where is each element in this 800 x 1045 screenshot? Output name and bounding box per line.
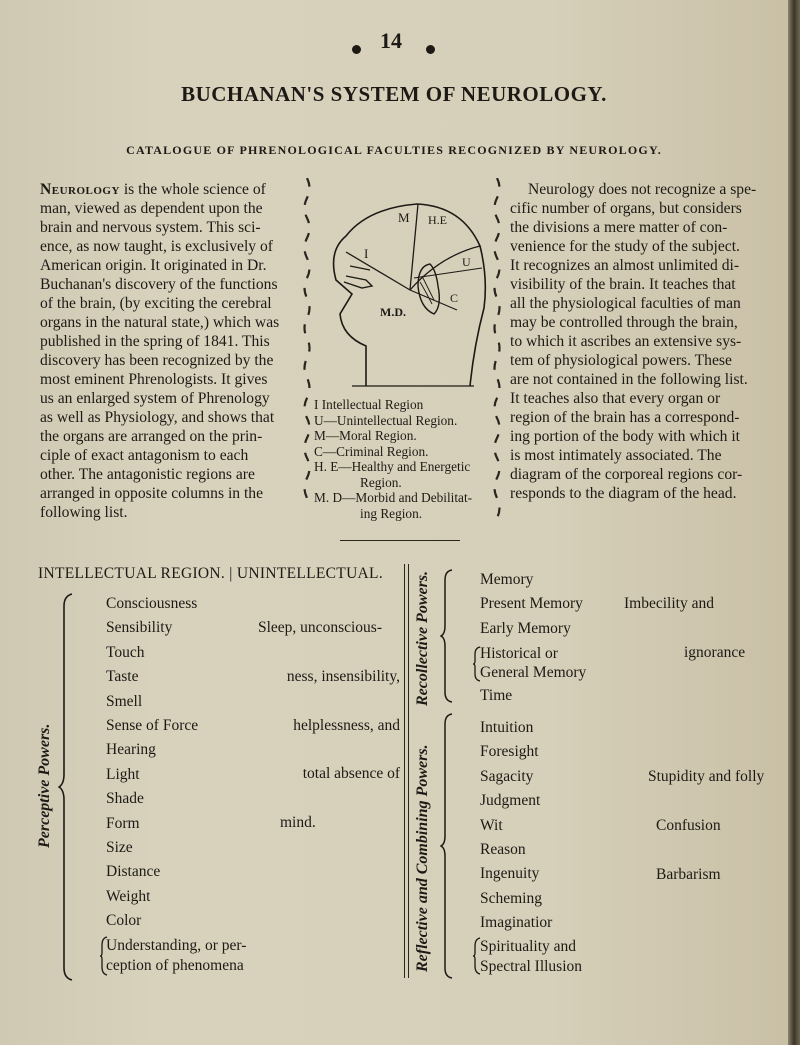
list-item-pair bbox=[106, 936, 246, 976]
section-rule bbox=[340, 540, 460, 541]
list-item: Taste bbox=[106, 668, 139, 686]
list-item: Wit bbox=[480, 816, 503, 834]
recollective-brace bbox=[440, 568, 454, 704]
recollective-powers-label: Recollective Powers. bbox=[414, 570, 431, 706]
left-line: brain and nervous system. This sci- bbox=[40, 219, 261, 236]
legend-item: U—Unintellectual Region. bbox=[314, 412, 458, 428]
ornament-dot-right bbox=[426, 45, 435, 54]
left-line: following list. bbox=[40, 504, 128, 521]
list-item: Shade bbox=[106, 790, 144, 808]
reflective-powers-label: Reflective and Combining Powers. bbox=[414, 744, 431, 972]
list-item: Size bbox=[106, 839, 133, 857]
list-item: Judgment bbox=[480, 792, 541, 810]
reflective-list bbox=[480, 716, 582, 977]
list-item: Sense of Force bbox=[106, 717, 199, 735]
column-rule bbox=[408, 564, 409, 978]
perceptive-powers-label: Perceptive Powers. bbox=[36, 723, 53, 848]
perceptive-list bbox=[106, 592, 246, 976]
right-line: cific number of organs, but considers bbox=[510, 200, 742, 217]
left-line: published in the spring of 1841. This bbox=[40, 333, 270, 350]
list-item: Ingenuity bbox=[480, 865, 540, 883]
right-line: Neurology does not recognize a spe- bbox=[528, 181, 757, 198]
column-rule bbox=[404, 564, 405, 978]
right-line: visibility of the brain. It teaches that bbox=[510, 276, 736, 293]
list-item: Light bbox=[106, 765, 140, 783]
legend-item: M. D—Morbid and Debilitat- bbox=[314, 490, 473, 505]
antagonist-ignorance: ignorance bbox=[684, 644, 746, 661]
list-item-pair bbox=[480, 644, 586, 682]
list-item: Early Memory bbox=[480, 619, 571, 637]
label-c: C bbox=[450, 291, 459, 305]
header-separator: | bbox=[229, 565, 233, 582]
legend-item: M—Moral Region. bbox=[314, 428, 417, 443]
spirituality-brace bbox=[473, 936, 481, 976]
memory-brace bbox=[473, 645, 481, 683]
right-line: ing portion of the body with which it bbox=[510, 428, 740, 445]
list-item: Present Memory bbox=[480, 595, 583, 613]
list-item: Spectral Illusion bbox=[480, 957, 583, 975]
reflective-brace bbox=[440, 712, 454, 980]
left-line: man, viewed as dependent upon the bbox=[40, 200, 263, 217]
page-number: 14 bbox=[380, 28, 402, 53]
list-item: Time bbox=[480, 687, 513, 705]
legend-item: ing Region. bbox=[360, 505, 423, 521]
recollective-list bbox=[480, 568, 586, 709]
list-item: Scheming bbox=[480, 889, 542, 907]
unintellectual-line: helplessness, and bbox=[293, 716, 400, 734]
left-line: most eminent Phrenologists. It gives bbox=[40, 371, 268, 388]
antagonist-confusion: Confusion bbox=[656, 817, 721, 834]
list-item: Hearing bbox=[106, 741, 156, 759]
legend-item: I Intellectual Region bbox=[314, 397, 424, 412]
list-item: Historical or bbox=[480, 645, 558, 663]
right-line: venience for the study of the subject. bbox=[510, 238, 740, 255]
label-m: M bbox=[398, 210, 410, 225]
right-line: to which it ascribes an extensive sys- bbox=[510, 333, 742, 350]
list-item: Understanding, or per- bbox=[106, 936, 247, 954]
page-subtitle: CATALOGUE OF PHRENOLOGICAL FACULTIES RECOGNIZED BY NEUROLOGY. bbox=[126, 143, 662, 157]
list-item: Memory bbox=[480, 571, 534, 588]
table-header bbox=[38, 565, 383, 583]
list-item: Smell bbox=[106, 692, 143, 710]
lead-word: Neurology bbox=[40, 181, 120, 198]
list-item: Spirituality and bbox=[480, 937, 577, 955]
legend-item: Region. bbox=[360, 474, 402, 490]
left-line: is the whole science of bbox=[123, 181, 266, 198]
unintellectual-line: total absence of bbox=[302, 765, 400, 783]
list-item: Touch bbox=[106, 643, 145, 661]
list-item: Distance bbox=[106, 863, 161, 881]
list-item: Reason bbox=[480, 841, 526, 859]
right-line: is most intimately associated. The bbox=[510, 447, 722, 464]
legend-item: H. E—Healthy and Energetic bbox=[314, 459, 471, 474]
left-line: of the brain, (by exciting the cerebral bbox=[40, 295, 272, 312]
perceptive-brace bbox=[58, 592, 74, 982]
unintellectual-line: Sleep, unconscious- bbox=[258, 619, 382, 636]
unintellectual-line: ness, insensibility, bbox=[286, 667, 400, 685]
header-unintellectual: UNINTELLECTUAL. bbox=[236, 565, 383, 582]
page-edge bbox=[788, 0, 800, 1045]
right-line: diagram of the corporeal regions cor- bbox=[510, 466, 743, 483]
left-line: as well as Physiology, and shows that bbox=[40, 409, 275, 426]
list-item-pair bbox=[480, 937, 582, 977]
list-item: Sagacity bbox=[480, 767, 534, 785]
list-item: ception of phenomena bbox=[106, 956, 244, 974]
list-item: Consciousness bbox=[106, 595, 198, 612]
left-wavy-rule bbox=[300, 178, 314, 498]
label-md: M.D. bbox=[380, 305, 406, 319]
right-paragraph bbox=[510, 180, 772, 503]
left-line: organs in the natural state,) which was bbox=[40, 314, 280, 331]
unintellectual-line: mind. bbox=[280, 814, 316, 832]
list-item: Imaginatior bbox=[480, 914, 553, 932]
right-line: all the physiological faculties of man bbox=[510, 295, 741, 312]
left-paragraph bbox=[40, 180, 302, 522]
list-item: Weight bbox=[106, 887, 151, 905]
left-line: other. The antagonistic regions are bbox=[40, 466, 255, 483]
head-diagram bbox=[322, 196, 492, 396]
left-line: arranged in opposite columns in the bbox=[40, 485, 264, 502]
label-he: H.E bbox=[428, 213, 447, 227]
label-i: I bbox=[364, 246, 369, 261]
antagonist-barbarism: Barbarism bbox=[656, 866, 721, 883]
label-u: U bbox=[462, 255, 471, 269]
list-item: Foresight bbox=[480, 743, 539, 761]
right-line: may be controlled through the brain, bbox=[510, 314, 738, 331]
right-line: responds to the diagram of the head. bbox=[510, 485, 737, 502]
left-line: Buchanan's discovery of the functions bbox=[40, 276, 278, 293]
unintellectual-list bbox=[258, 616, 400, 836]
right-line: It recognizes an almost unlimited di- bbox=[510, 257, 740, 274]
header-intellectual: INTELLECTUAL REGION. bbox=[38, 565, 226, 582]
right-line: tem of physiological powers. These bbox=[510, 352, 732, 369]
right-line: region of the brain has a correspond- bbox=[510, 409, 740, 426]
left-line: the organs are arranged on the prin- bbox=[40, 428, 263, 445]
right-line: are not contained in the following list. bbox=[510, 371, 748, 388]
left-line: discovery has been recognized by the bbox=[40, 352, 274, 369]
antagonist-stupidity: Stupidity and folly bbox=[648, 768, 765, 785]
list-item: Sensibility bbox=[106, 619, 173, 637]
right-line: the divisions a mere matter of con- bbox=[510, 219, 728, 236]
ornament-dot-left bbox=[352, 45, 361, 54]
legend-item: C—Criminal Region. bbox=[314, 443, 429, 459]
left-line: American origin. It originated in Dr. bbox=[40, 257, 267, 274]
left-line: us an enlarged system of Phrenology bbox=[40, 390, 270, 407]
list-item: Color bbox=[106, 912, 142, 930]
left-line: ciple of exact antagonism to each bbox=[40, 447, 249, 464]
right-line: It teaches also that every organ or bbox=[510, 390, 721, 407]
understanding-brace bbox=[100, 935, 108, 977]
list-item: Form bbox=[106, 814, 140, 832]
diagram-legend bbox=[314, 397, 504, 521]
head-outline bbox=[334, 204, 486, 386]
left-line: ence, as now taught, is exclusively of bbox=[40, 238, 273, 255]
page-title: BUCHANAN'S SYSTEM OF NEUROLOGY. bbox=[181, 82, 607, 106]
antagonist-imbecility: Imbecility and bbox=[624, 595, 714, 612]
list-item: Intuition bbox=[480, 719, 534, 736]
list-item: General Memory bbox=[480, 664, 587, 682]
